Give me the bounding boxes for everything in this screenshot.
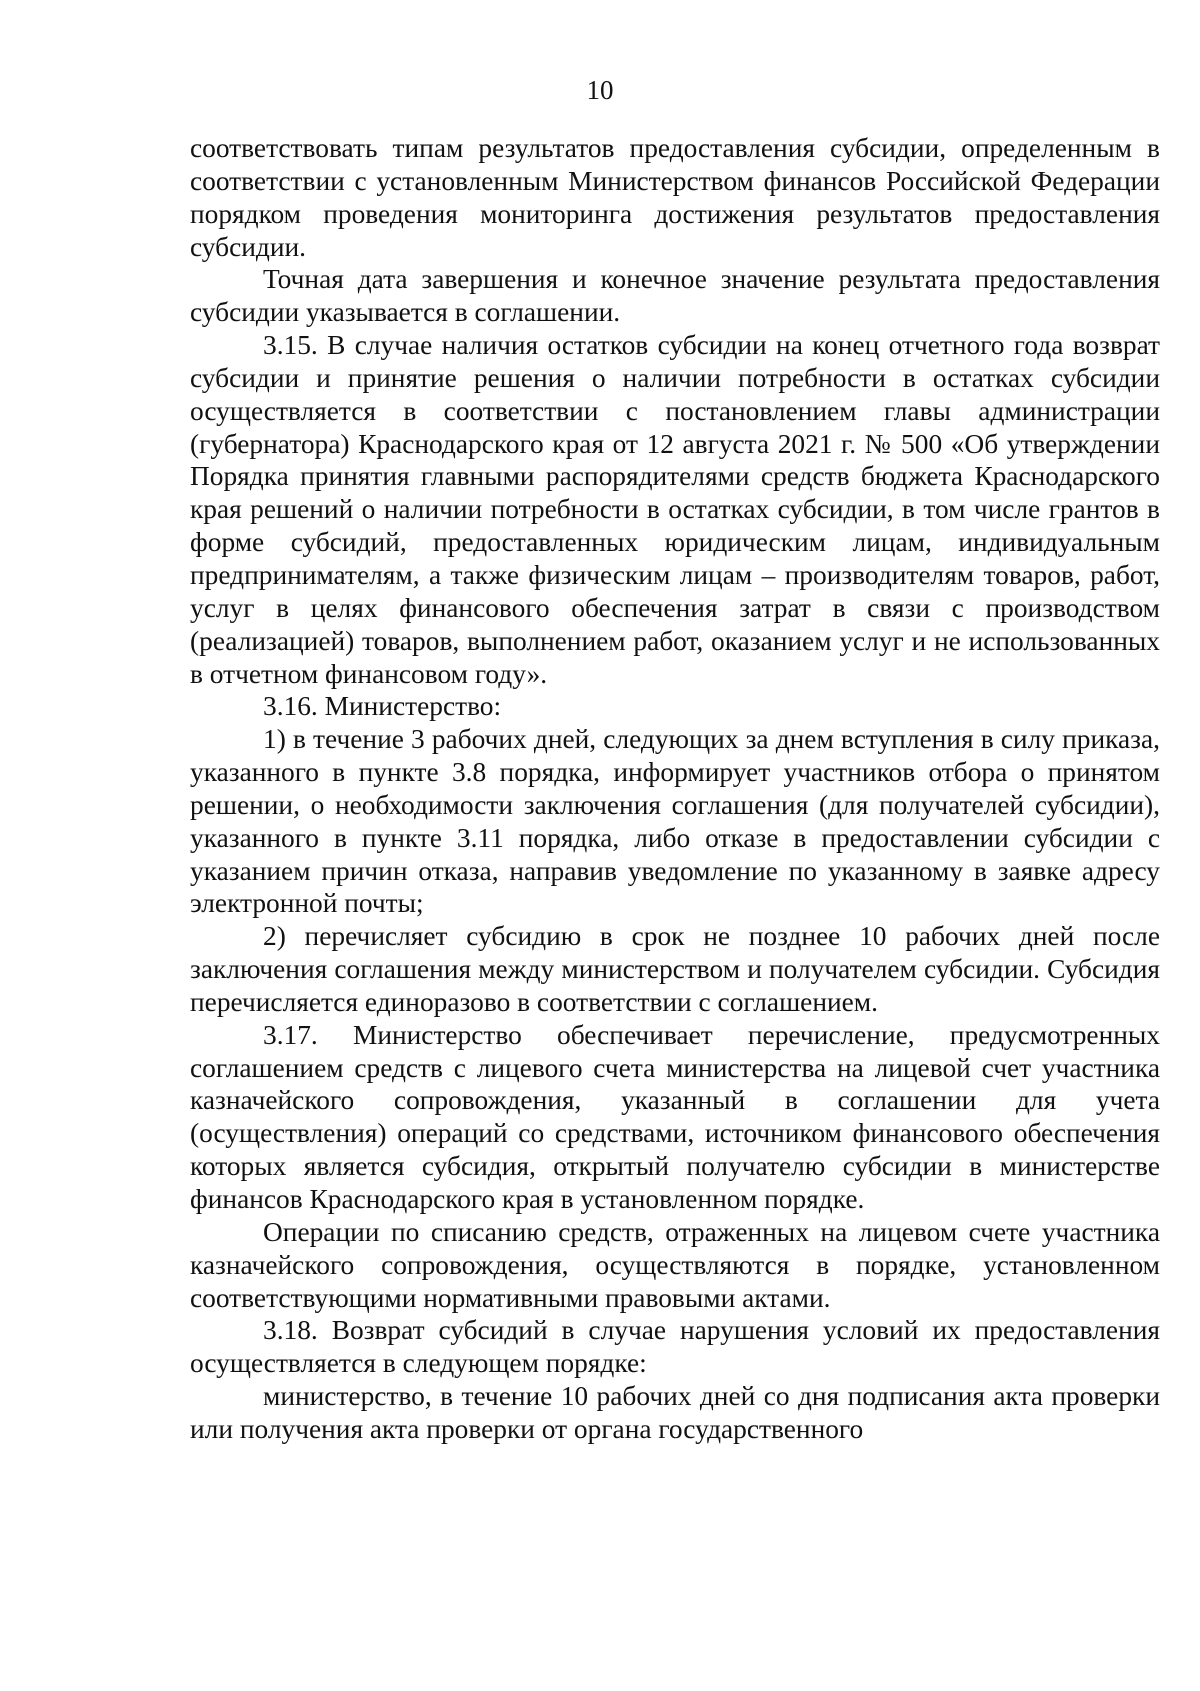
paragraph-3-18: 3.18. Возврат субсидий в случае нарушения условий их предоставления осуществляется в следующем порядке: bbox=[190, 1315, 1160, 1379]
paragraph-results-types: соответствовать типам результатов предоставления субсидии, определенным в соответствии с установленным Министерством финансов Российской Федерации порядком проведения мониторинга достижения результатов предоставления субсидии. bbox=[190, 133, 1160, 262]
paragraph-3-16-item-1: 1) в течение 3 рабочих дней, следующих за днем вступления в силу приказа, указанного в пункте 3.8 порядка, информирует участников отбора о принятом решении, о необходимости заключения соглашения (для получателей субсидии), указанного в пункте 3.11 порядка, либо отказе в предоставлении субсидии с указанием причин отказа, направив уведомление по указанному в заявке адресу электронной почты; bbox=[190, 724, 1160, 919]
page-number: 10 bbox=[586, 75, 614, 105]
paragraph-3-16-item-2: 2) перечисляет субсидию в срок не позднее 10 рабочих дней после заключения соглашения между министерством и получателем субсидии. Субсидия перечисляется единоразово в соответствии с соглашением. bbox=[190, 921, 1160, 1017]
document-body bbox=[190, 132, 1160, 1446]
paragraph-ministry-procedure: министерство, в течение 10 рабочих дней со дня подписания акта проверки или получения акта проверки от органа государственного bbox=[190, 1381, 1160, 1444]
paragraph-3-15: 3.15. В случае наличия остатков субсидии на конец отчетного года возврат субсидии и принятие решения о наличии потребности в остатках субсидии осуществляется в соответствии с постановлением главы администрации (губернатора) Краснодарского края от 12 августа 2021 г. № 500 «Об утверждении Порядка принятия главными распорядителями средств бюджета Краснодарского края решений о наличии потребности в остатках субсидии, в том числе грантов в форме субсидий, предоставленных юридическим лицам, индивидуальным предпринимателям, а также физическим лицам – производителям товаров, работ, услуг в целях финансового обеспечения затрат в связи с производством (реализацией) товаров, выполнением работ, оказанием услуг и не использованных в отчетном финансовом году». bbox=[190, 330, 1160, 689]
paragraph-3-16-heading: 3.16. Министерство: bbox=[263, 691, 502, 722]
paragraph-write-off-operations: Операции по списанию средств, отраженных на лицевом счете участника казначейского сопровождения, осуществляются в порядке, установленном соответствующими нормативными правовыми актами. bbox=[190, 1216, 1160, 1313]
paragraph-3-17: 3.17. Министерство обеспечивает перечисление, предусмотренных соглашением средств с лицевого счета министерства на лицевой счет участника казначейского сопровождения, указанный в соглашении для учета (осуществления) операций со средствами, источником финансового обеспечения которых является субсидия, открытый получателю субсидии в министерстве финансов Краснодарского края в установленном порядке. bbox=[190, 1019, 1160, 1214]
paragraph-exact-date: Точная дата завершения и конечное значение результата предоставления субсидии указывается в соглашении. bbox=[190, 264, 1160, 328]
